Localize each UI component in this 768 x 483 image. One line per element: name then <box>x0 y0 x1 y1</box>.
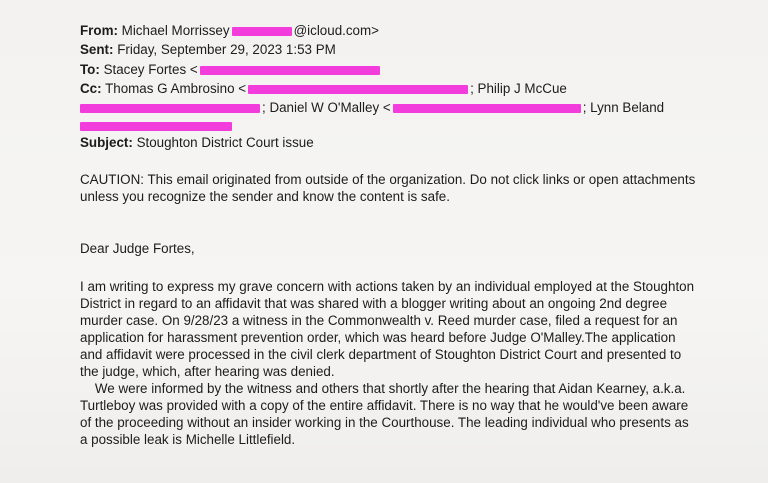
paragraph-2-line: of the proceeding without an insider working in the Courthouse. The leading individual who presents as <box>80 415 689 430</box>
sent-label: Sent: <box>80 42 114 57</box>
cc-name-3: ; Daniel W O'Malley < <box>262 100 391 115</box>
sent-value: Friday, September 29, 2023 1:53 PM <box>117 42 336 57</box>
cc-name-4: ; Lynn Beland <box>582 100 665 115</box>
caution-line-1: CAUTION: This email originated from outside of the organization. Do not click links or open attachments <box>80 172 696 187</box>
redaction-bar <box>393 104 581 113</box>
paragraph-1-line: and affidavit were processed in the civil clerk department of Stoughton District Court and presented to <box>80 347 682 362</box>
redaction-bar <box>232 27 292 36</box>
from-domain: @icloud.com> <box>293 23 379 38</box>
subject-label: Subject: <box>80 135 133 150</box>
redaction-bar <box>80 122 232 131</box>
paragraph-1-line: application for harassment prevention order, which was heard before Judge O'Malley.The application <box>80 330 676 345</box>
to-value: Stacey Fortes < <box>103 62 198 77</box>
to-line <box>80 62 382 78</box>
cc-name-1: Thomas G Ambrosino < <box>105 81 247 96</box>
sent-line <box>80 42 336 58</box>
from-line <box>80 23 379 39</box>
cc-line-2 <box>80 100 664 116</box>
greeting: Dear Judge Fortes, <box>80 241 195 256</box>
paragraph-1-line: I am writing to express my grave concern with actions taken by an individual employed at the Stoughton <box>80 279 695 294</box>
subject-value: Stoughton District Court issue <box>136 135 314 150</box>
redaction-bar <box>248 85 468 94</box>
cc-line-3 <box>80 118 234 134</box>
redaction-bar <box>80 104 260 113</box>
paragraph-2-line: a possible leak is Michelle Littlefield. <box>80 432 296 447</box>
subject-line <box>80 135 314 151</box>
redaction-bar <box>200 66 380 75</box>
cc-line <box>80 81 567 97</box>
cc-name-2: ; Philip J McCue <box>470 81 567 96</box>
paragraph-2-line: Turtleboy was provided with a copy of the entire affidavit. There is no way that he would've been aware <box>80 398 689 413</box>
paragraph-1-line: murder case. On 9/28/23 a witness in the Commonwealth v. Reed murder case, filed a request for an <box>80 313 678 328</box>
paragraph-1-line: District in regard to an affidavit that was shared with a blogger writing about an ongoing 2nd degree <box>80 296 668 311</box>
to-label: To: <box>80 62 100 77</box>
paragraph-1-line: the judge, which, after hearing was denied. <box>80 364 335 379</box>
paragraph-2-line: We were informed by the witness and others that shortly after the hearing that Aidan Kearney, a.k.a. <box>80 381 686 396</box>
cc-label: Cc: <box>80 81 102 96</box>
from-name: Michael Morrissey <box>121 23 230 38</box>
from-label: From: <box>80 23 118 38</box>
caution-line-2: unless you recognize the sender and know the content is safe. <box>80 189 450 204</box>
